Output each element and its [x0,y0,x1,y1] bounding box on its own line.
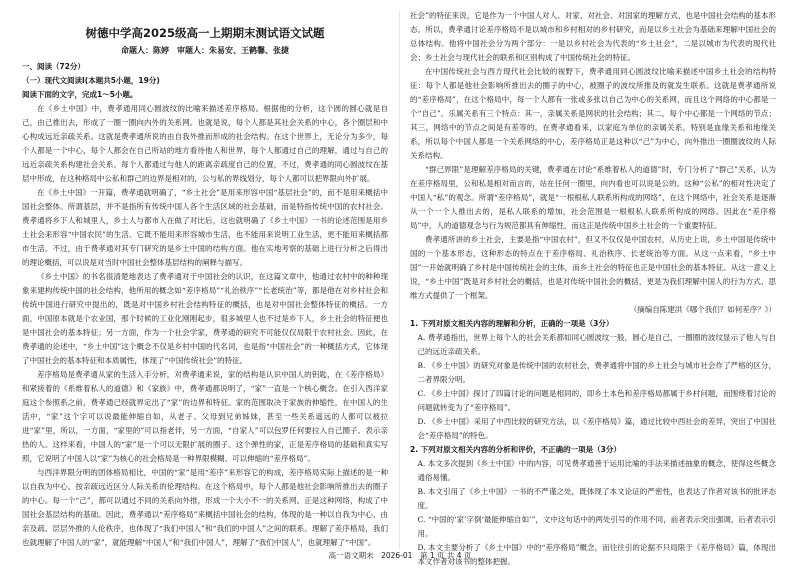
question-2-stem: 2. 下列对原文相关内容的分析和评价，不正确的一项是（3分） [410,445,621,454]
passage-paragraph: 社会”的特征来说，它是作为一个中国人对人、对家、对社会、对国家的理解方式，也是中国社会结构的基本形态。所以，费孝通讨论差序格局不是以城市和乡村相对的乡村研究，而是以乡土社会为基础来理解中国社会的总体结构。他将中国社会分为两个部分：一是以乡村社会为代表的“乡土社会”，二是以城市为代表的现代社会；乡土社会与现代社会的联系和区别构成了中国传统社会的特征。 [410,11,776,62]
column-divider [399,10,400,550]
passage-paragraph: 在《乡土中国》中，费孝通用同心圆波纹的比喻来描述差序格局。根据他的分析，这个圆的圆心就是自己，由己推出去，形成了一圈一圈向内外的关系网。也就是说，每个人都是其社会关系的中心，各个圈层和中心构成远近亲疏关系。这就是费孝通所说的由自我外推而形成的社会结构。在这个世界上，无论分为多少，每个人都是一个中心，每个人都会在自己所站的地方看待他人和世界，每个人都通过自己的理解，通过与自己的远近亲疏关系构建社会关系。每个人都通过与他人的距离亲疏度自己的位置，不过，费孝通的同心圆波纹在基层中形成，在这种格局中公私和群己的边界是相对的，公与私的界线划分，每个人都可以把界限向外扩展。 [22,104,388,183]
exam-title: 树德中学高2025级高一上期期末测试语文试题 [85,26,325,40]
page-footer: 高一语文期末 2026-01 第 1 页 共 4 页 [328,551,472,560]
passage-source: （摘编自陈建洪《哪个我们？如何差序？》） [629,305,776,314]
passage-paragraph: 在中国传统社会与西方现代社会比较的视野下，费孝通用同心圆波纹比喻来描述中国乡土社会的结构特征：每个人都是他社会影响所推出去的圈子的中心，被圈子的波纹所推及的就发生联系。这就是费孝通所说的“差序格局”，在这个格局中，每一个人都有一张或多张以自己为中心的关系网，而且这个网络的中心都是一个“自己”。乐属关系有三个特点：其一，亲属关系是网状的社会结构；其二，每个中心都是一个网络的节点；其三，网络中的节点之间是有差等的。在费孝通看来，以家庭为单位的亲属关系，特别是血缘关系和地缘关系，所以每个中国人都是一个关系网络的中心，差序格局正是这种以“己”为中心，向外推出一圈圈波纹的人际关系结构。 [410,67,776,160]
passage-paragraph: 《乡土中国》的书名很清楚地表达了费孝通对于中国社会的认识，在这篇文章中，他通过农村中的种种现象来建构传统中国的社会结构，他所用的概念如“差序格局”“礼治秩序”“长老统治”等，都是他在对乡村社会和传统中国进行研究中提出的，既是对中国乡村社会结构特征的概括，也是对中国社会整体特征的概括。一方面，中国原本就是个农业国，那个时候的工业化刚刚起步，很多城里人也不过是乡下人，乡土社会的特征便也是中国社会的基本特征；另一方面，作为一个社会学家，费孝通的研究不可能仅仅局限于农村社会。因此，在费孝通的论述中，“乡土中国”这个概念不仅是乡村中国的代名词，也是指“中国社会”的一种概括方式，它体现了中国社会的基本特征和本质属性，体现了“中国传统社会”的特征。 [22,272,388,365]
section-heading: 一、阅读（72分） [22,62,85,71]
question-1-option-a: A. 费孝通指出，世界上每个人的社会关系都如同心圆波纹一般，圆心是自己，一圈圈的波纹显示了他人与自己的远近亲疏关系。 [417,333,776,356]
passage-paragraph: 差序格局是费孝通从家的生活入手分析，对费孝通来说，家的结构是认识中国人的钥匙，在《差序格局》和紧接着的《系维着私人的道德》和《家族》中，费孝通都说明了，“家”一直是一个核心概念。在引入西洋家庭这个参照系之前，费孝通已经就界定出了“家”的边界和特征。家的范围取决于家族的伸缩性，在中国人的生活中，“家”这个字可以说最能伸缩自如，从老子、父母到兄弟姊妹，甚至一些关系遥远的人都可以被拉进“家”里，所以，一方面，“家里的”可以指老伴，另一方面，“自家人”可以包罗任何要拉入自己圈子、表示亲热的人。这样来看，中国人的“家”是一个可以无限扩展的圈子。这个弹性的家，正是差序格局的基础和真实写照，它说明了中国人以“家”为核心的社会格局是一种界限模糊、可以伸缩的“差序格局”。 [22,370,388,463]
reading-instruction: 阅读下面的文字，完成1～5小题。 [22,90,138,99]
question-1-stem: 1. 下列对原文相关内容的理解和分析，正确的一项是（3分） [410,319,614,328]
passage-paragraph: 费孝通所讲的乡土社会，主要是指“中国农村”，但又不仅仅是中国农村，从历史上说，乡土中国是传统中国的一个基本形态，这种形态的特点在于差序格局、礼治秩序、长老统治等方面。从这一点来看，“乡土中国”一开始就明确了乡村是中国传统社会的主体，而乡土社会的特征也正是中国社会的基本特征。从这一意义上说，“乡土中国”既是对乡村社会的概括，也是对传统中国社会的概括，更是为我们理解中国人的行为方式、思维方式提供了一个框架。 [410,235,776,300]
passage-paragraph: 与西洋界限分明的团体格局相比，中国的“家”是用“差序”来形容它的构成，差序格局实际上描述的是一种以自我为中心、按亲疏远近区分人际关系的伦理结构。在这个格局中，每个人都是他社会影响所推出去的圈子的中心。每一个“己”，都可以通过不同的关系向外推，形成一个大小不一的关系网。正是这种网络，构成了中国社会基层结构的基础。因此，费孝通以“差序格局”来概括中国社会的结构，体现的是一种以自我为中心、由亲及疏、层层外推的人伦秩序，也体现了“我们中国人”和“我们的中国人”之间的联系。理解了差序格局，我们也就理解了中国人的“家”，就能理解“中国人”和“我们中国人”，理解了“我们中国人”，也就理解了“中国”。 [22,468,388,547]
passage-paragraph: 在《乡土中国》一开篇，费孝通就明确了，“乡土社会”是用来形容中国“基层社会”的，而不是用来概括中国社会整体。所谓基层，并不是指所有传统中国人各个生活区域的社会基础，而是特指传统中国的农村社会。费孝通将乡下人和城里人，乡土人与都市人在做了对比后，这也就明确了《乡土中国》一书的论述范围是用乡土社会来形容“中国农民”的生活。它既不能用来形容城市生活，也不能用来说明工业生活，更不能用来概括都市生活。不过，由于费孝通对其专门研究的是乡土中国的结构方面。他在实地考察的基础上进行分析之后得出的理论概括，可以说是对当时中国社会整体基层结构的阐释与描写。 [22,188,388,267]
question-2-option-c: C. “中国的‘家’字倒‘最能伸缩自如’”，文中这句话中的两处引号的作用不同，前者表示突出强调，后者表示引用。 [417,515,776,538]
question-1-option-c: C. 《乡土中国》探讨了四篇讨论的问题是相同的，即乡土本色和差序格局都属于乡村问题，而围绕着讨论的问题就转变为了“差序格局”。 [417,389,776,412]
question-1-option-b: B. 《乡土中国》的研究对象是传统中国的农村社会，费孝通将中国的乡土社会与城市社会作了严格的区分，二者界限分明。 [417,361,776,384]
subsection-heading: （一）现代文阅读Ⅰ(本题共5小题，19分) [22,76,160,85]
question-2-option-d: D. 本文主要分析了《乡土中国》中的“差序格局”概念，而往往引的论据不只局限于《差序格局》篇，体现出本文作者对该书的整体把握。 [417,543,776,566]
question-2-option-a: A. 本文多次提到《乡土中国》中的内容，可见费孝通善于运用比喻的手法来描述抽象的概念，使得这些概念通俗易懂。 [417,459,776,482]
right-column [410,9,776,569]
question-1-option-d: D. 《乡土中国》采用了中西比较的研究方法，以《差序格局》篇，通过比较中西社会的差异，突出了中国社会“差序格局”的特色。 [417,417,776,440]
question-2-option-b: B. 本文引用了《乡土中国》一书的不严谨之处，既体现了本文论证的严密性，也表达了作者对该书的批评态度。 [417,487,776,510]
left-column [22,10,388,550]
exam-credits: 命题人：陈婷 审题人：朱易安、王鹤馨、张捷 [121,46,289,55]
passage-paragraph: “群己界限”是理解差序格局的关键，费孝通在讨论“系维着私人的道德”时，专门分析了“群己”关系，认为在差序格局里，公和私是相对而言的，站在任何一圈里，向内看也可以说是公的。这种“公私”的相对性决定了中国人“私”的观念。所谓“差序格局”，就是“一根根私人联系所构成的网络”，在这个网络中，社会关系是逐渐从一个一个人推出去的，是私人联系的增加，社会范围是一根根私人联系所构成的网络。因此在“差序格局”中，人的道德观念与行为规范都具有伸缩性，而这正是传统中国乡土社会的一个重要特征。 [410,165,776,230]
